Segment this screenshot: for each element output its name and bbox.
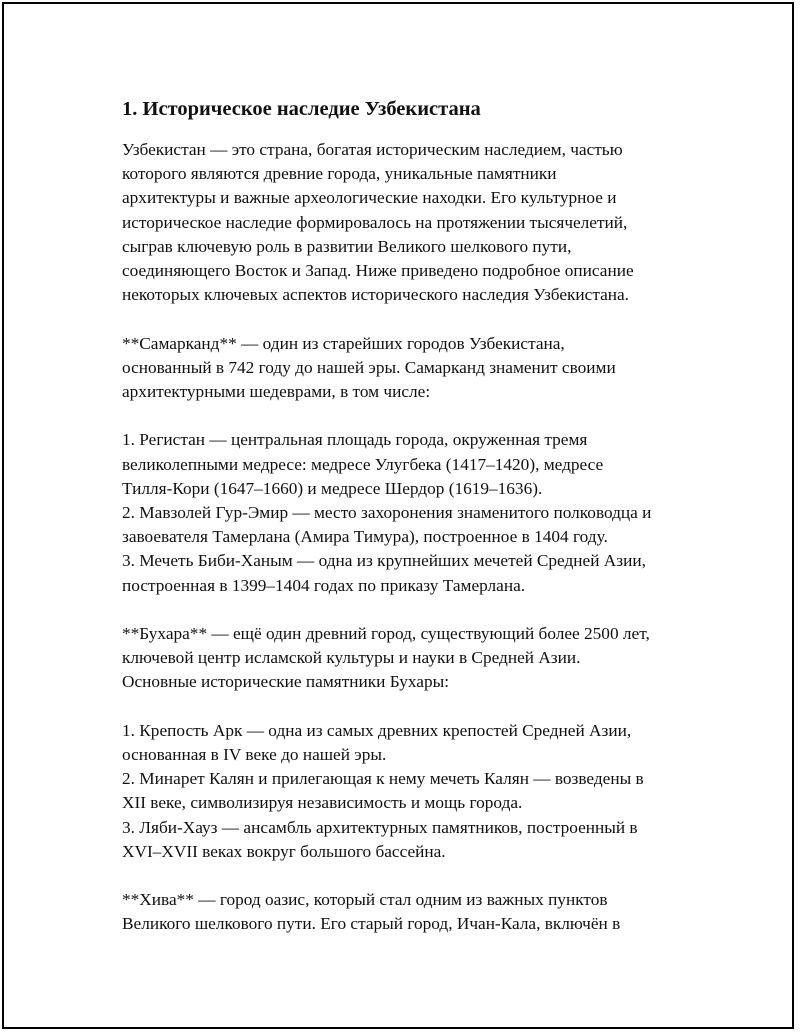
text-line: XVI–XVII веках вокруг большого бассейна. — [122, 841, 446, 861]
text-line: сыграв ключевую роль в развитии Великого шелкового пути, — [122, 236, 572, 256]
text-line: которого являются древние города, уникальные памятники — [122, 164, 557, 184]
intro-paragraph — [122, 138, 702, 307]
text-line: некоторых ключевых аспектов исторического наследия Узбекистана. — [122, 285, 630, 305]
bukhara-paragraph — [122, 622, 702, 695]
text-line: основанный в 742 году до нашей эры. Самарканд знаменит своими — [122, 357, 616, 377]
text-line: **Хива** — город оазис, который стал одним из важных пунктов — [122, 890, 608, 910]
text-line: Узбекистан — это страна, богатая историческим наследием, частью — [122, 140, 623, 159]
text-line: ключевой центр исламской культуры и науки в Средней Азии. — [122, 648, 581, 668]
paragraph-gap — [122, 404, 702, 428]
text-line: великолепными медресе: медресе Улугбека (1417–1420), медресе — [122, 454, 604, 474]
text-line: архитектуры и важные археологические находки. Его культурное и — [122, 188, 617, 208]
text-line: Тилля-Кори (1647–1660) и медресе Шердор (1619–1636). — [122, 478, 543, 498]
document-body — [122, 138, 702, 937]
text-line: 2. Мавзолей Гур-Эмир — место захоронения знаменитого полководца и — [122, 503, 652, 523]
text-line: 1. Регистан — центральная площадь города, окруженная тремя — [122, 430, 588, 450]
text-line: завоевателя Тамерлана (Амира Тимура), построенное в 1404 году. — [122, 527, 608, 547]
paragraph-gap — [122, 598, 702, 622]
text-line: 2. Минарет Калян и прилегающая к нему мечеть Калян — возведены в — [122, 769, 644, 789]
samarkand-paragraph — [122, 332, 702, 405]
paragraph-gap — [122, 307, 702, 331]
text-line: историческое наследие формировалось на протяжении тысячелетий, — [122, 212, 628, 232]
samarkand-list — [122, 428, 702, 597]
paragraph-gap — [122, 695, 702, 719]
text-line: 3. Мечеть Биби-Ханым — одна из крупнейших мечетей Средней Азии, — [122, 551, 646, 571]
document-title: 1. Историческое наследие Узбекистана — [122, 98, 481, 120]
text-line: 3. Ляби-Хауз — ансамбль архитектурных памятников, построенный в — [122, 817, 638, 837]
text-line: 1. Крепость Арк — одна из самых древних крепостей Средней Азии, — [122, 720, 632, 740]
text-line: **Самарканд** — один из старейших городов Узбекистана, — [122, 333, 565, 353]
text-line: построенная в 1399–1404 годах по приказу Тамерлана. — [122, 575, 526, 595]
text-line: **Бухара** — ещё один древний город, существующий более 2500 лет, — [122, 624, 650, 644]
text-line: архитектурными шедеврами, в том числе: — [122, 382, 431, 402]
document-content — [122, 96, 702, 937]
text-line: XII веке, символизируя независимость и мощь города. — [122, 793, 523, 813]
text-line: основанная в IV веке до нашей эры. — [122, 745, 387, 765]
text-line: соединяющего Восток и Запад. Ниже приведено подробное описание — [122, 261, 634, 281]
page-frame — [2, 2, 794, 1029]
bukhara-list — [122, 719, 702, 864]
text-line: Великого шелкового пути. Его старый город, Ичан-Кала, включён в — [122, 914, 621, 934]
khiva-paragraph — [122, 888, 702, 936]
text-line: Основные исторические памятники Бухары: — [122, 672, 450, 692]
paragraph-gap — [122, 864, 702, 888]
